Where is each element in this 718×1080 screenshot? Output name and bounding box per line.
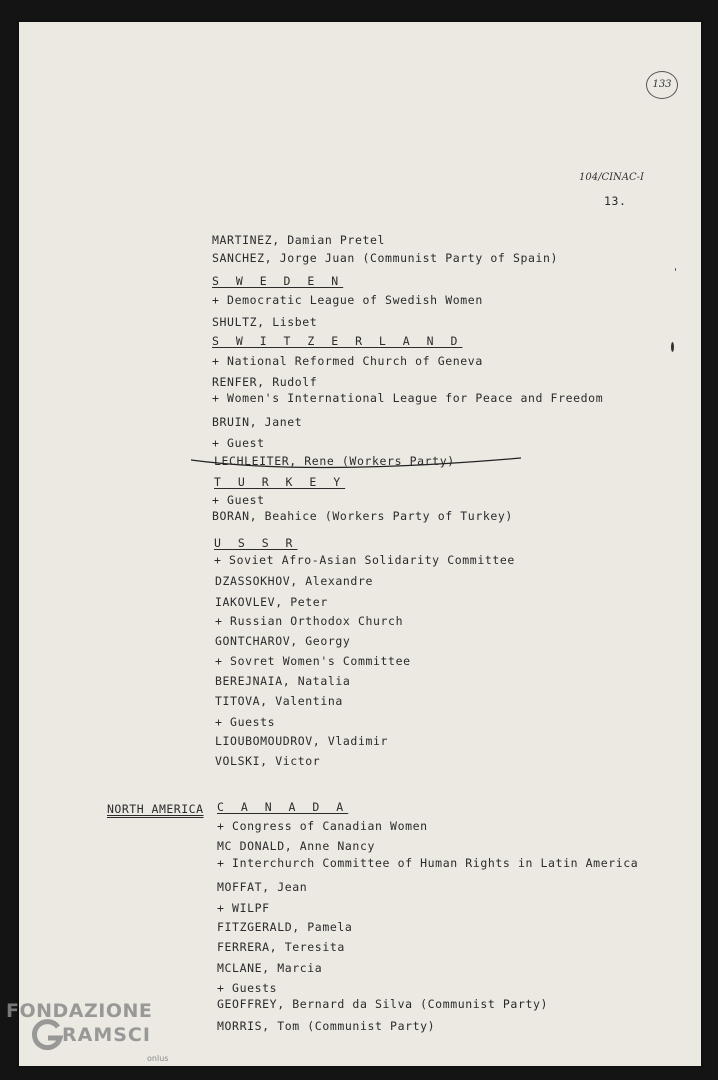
delegate-line: MC DONALD, Anne Nancy (217, 839, 375, 853)
watermark-subtitle: RAMSCI (62, 1024, 151, 1046)
delegate-line: TITOVA, Valentina (215, 694, 343, 708)
organization-line: + Sovret Women's Committee (215, 654, 411, 668)
watermark-small: onlus (147, 1054, 169, 1063)
ink-speck (671, 342, 674, 352)
delegate-line: IAKOVLEV, Peter (215, 595, 328, 609)
reference-number: 104/CINAC-I (579, 172, 645, 183)
organization-line: + Women's International League for Peace and Freedom (212, 391, 604, 405)
delegate-line: VOLSKI, Victor (215, 754, 321, 768)
delegate-line: BEREJNAIA, Natalia (215, 674, 351, 688)
delegate-line: BORAN, Beahice (Workers Party of Turkey) (212, 509, 513, 523)
organization-line: + Russian Orthodox Church (215, 614, 404, 628)
country-heading: S W I T Z E R L A N D (212, 334, 463, 348)
delegate-line: LIOUBOMOUDROV, Vladimir (215, 734, 389, 748)
page-number: 13. (604, 194, 627, 208)
guest-line: + Guests (215, 715, 276, 729)
delegate-line: GEOFFREY, Bernard da Silva (Communist Party) (217, 997, 549, 1011)
organization-line: + Interchurch Committee of Human Rights in Latin America (217, 856, 639, 870)
delegate-line: RENFER, Rudolf (212, 375, 318, 389)
delegate-line: FITZGERALD, Pamela (217, 920, 353, 934)
delegate-line: FERRERA, Teresita (217, 940, 345, 954)
delegate-line: MORRIS, Tom (Communist Party) (217, 1019, 436, 1033)
delegate-line: MCLANE, Marcia (217, 961, 323, 975)
organization-line: + WILPF (217, 901, 270, 915)
document-page (19, 22, 701, 1066)
country-heading: U S S R (214, 536, 298, 550)
organization-line: + National Reformed Church of Geneva (212, 354, 483, 368)
guest-line: + Guests (217, 981, 278, 995)
delegate-line: MARTINEZ, Damian Pretel (212, 233, 386, 247)
archive-watermark (2, 1000, 182, 1080)
delegate-line: MOFFAT, Jean (217, 880, 308, 894)
pen-strike-mark (191, 454, 531, 484)
delegate-line: DZASSOKHOV, Alexandre (215, 574, 373, 588)
organization-line: + Soviet Afro-Asian Solidarity Committee (214, 553, 515, 567)
delegate-line: LECHLEITER, Rene (Workers Party) (214, 454, 455, 468)
watermark-title: FONDAZIONE (6, 1000, 153, 1022)
organization-line: + Congress of Canadian Women (217, 819, 428, 833)
country-heading: C A N A D A (217, 800, 349, 814)
country-heading: S W E D E N (212, 274, 344, 288)
delegate-line: BRUIN, Janet (212, 415, 303, 429)
guest-line: + Guest (212, 493, 265, 507)
organization-line: + Democratic League of Swedish Women (212, 293, 483, 307)
guest-line: + Guest (212, 436, 265, 450)
page-stamp: 133 (646, 71, 678, 99)
ink-speck (675, 268, 676, 271)
watermark-g-logo-icon (30, 1018, 64, 1052)
delegate-line: GONTCHAROV, Georgy (215, 634, 351, 648)
delegate-line: SANCHEZ, Jorge Juan (Communist Party of Spain) (212, 251, 559, 265)
region-heading: NORTH AMERICA (107, 802, 204, 816)
country-heading: T U R K E Y (214, 475, 346, 489)
delegate-line: SHULTZ, Lisbet (212, 315, 318, 329)
